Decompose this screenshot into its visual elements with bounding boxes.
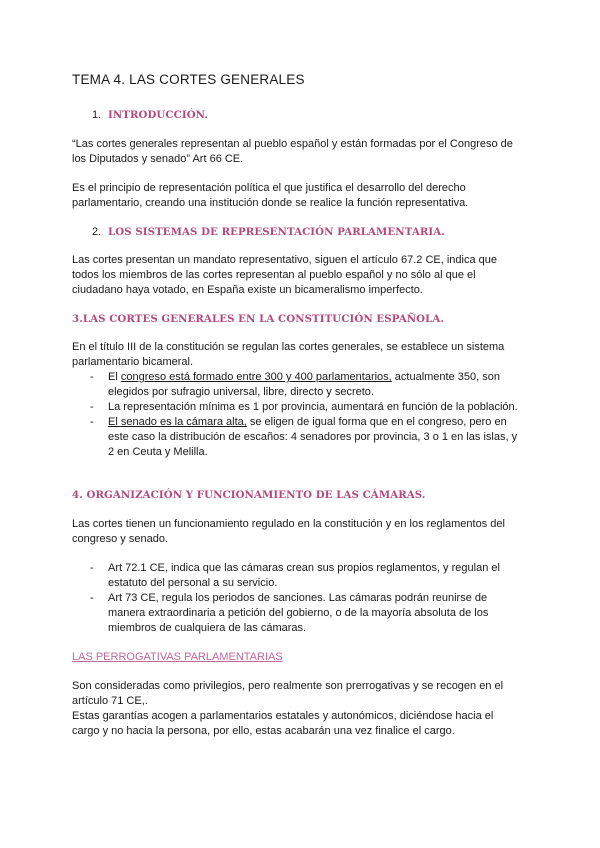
section-1-paragraph-line: Es el principio de representación política el que justifica el desarrollo del derecho [72,182,466,194]
section-3-bullet-1-line-2: elegidos por sufragio universal, libre, directo y secreto. [108,386,374,398]
section-2-number: 2. [92,226,102,238]
section-4-heading: 4. ORGANIZACIÓN Y FUNCIONAMIENTO DE LAS CÁMARAS. [72,489,426,501]
section-4-bullet-2-line: Art 73 CE, regula los periodos de sanciones. Las cámaras podrán reunirse de [108,592,488,604]
bullet-dash: - [90,592,94,604]
section-2-paragraph-line: Las cortes presentan un mandato representativo, siguen el artículo 67.2 CE, indica que [72,254,497,266]
section-3-bullet-3-line-2: este caso la distribución de escaños: 4 senadores por provincia, 3 o 1 en las islas, y [108,431,518,443]
section-3-bullet-1 [108,370,500,385]
section-1-heading: INTRODUCCIÓN. [108,109,209,121]
section-3-bullet-3 [108,415,507,430]
bullet-dash: - [90,562,94,574]
section-2-heading: LOS SISTEMAS DE REPRESENTACIÓN PARLAMENTARIA. [108,226,445,238]
prerrogativas-line: Son consideradas como privilegios, pero realmente son prerrogativas y se recogen en el [72,680,504,692]
page-title: TEMA 4. LAS CORTES GENERALES [72,72,305,87]
section-2-paragraph-line: todos los miembros de las cortes representan al pueblo español y no sólo al que el [72,269,476,281]
bullet-dash: - [90,401,94,413]
section-3-bullet-3-line-3: 2 en Ceuta y Melilla. [108,446,208,458]
underlined-text: El senado es la cámara alta, [108,416,247,428]
section-3-heading: 3.LAS CORTES GENERALES EN LA CONSTITUCIÓN ESPAÑOLA. [72,313,445,325]
section-4-bullet-2-line: miembros de cualquiera de las cámaras. [108,622,307,634]
bullet-dash: - [90,416,94,428]
prerrogativas-line: Estas garantías acogen a parlamentarios estatales y autonómicos, diciéndose hacia el [72,710,494,722]
bullet-text: El [108,371,121,383]
section-1-paragraph-line: parlamentario, creando una institución donde se realice la función representativa. [72,197,469,209]
section-1-number: 1. [92,109,102,121]
section-1-quote-line: “Las cortes generales representan al pueblo español y están formadas por el Congreso de [72,138,513,150]
underlined-text: congreso está formado entre 300 y 400 parlamentarios, [120,371,392,383]
prerrogativas-line: cargo y no hacia la persona, por ello, estas acabarán una vez finalice el cargo. [72,725,455,737]
section-1-quote-line: los Diputados y senado” Art 66 CE. [72,153,244,165]
section-4-bullet-1-line: Art 72.1 CE, indica que las cámaras crean sus propios reglamentos, y regulan el [108,562,500,574]
section-4-bullet-1-line: estatuto del personal a su servicio. [108,577,278,589]
bullet-text: se eligen de igual forma que en el congreso, pero en [246,416,507,428]
prerrogativas-heading: LAS PERROGATIVAS PARLAMENTARIAS [72,651,283,663]
section-4-intro-line: Las cortes tienen un funcionamiento regulado en la constitución y en los reglamentos del [72,518,505,530]
bullet-dash: - [90,371,94,383]
bullet-text: actualmente 350, son [391,371,500,383]
section-4-intro-line: congreso y senado. [72,533,169,545]
prerrogativas-line: artículo 71 CE,. [72,695,148,707]
section-3-intro-line: parlamentario bicameral. [72,356,194,368]
section-2-paragraph-line: ciudadano haya votado, en España existe un bicameralismo imperfecto. [72,284,423,296]
section-3-bullet-2: La representación mínima es 1 por provincia, aumentará en función de la población. [108,401,518,413]
section-3-intro-line: En el título III de la constitución se regulan las cortes generales, se establece un sistema [72,341,505,353]
section-4-bullet-2-line: manera extraordinaria a petición del gobierno, o de la mayoría absoluta de los [108,607,489,619]
